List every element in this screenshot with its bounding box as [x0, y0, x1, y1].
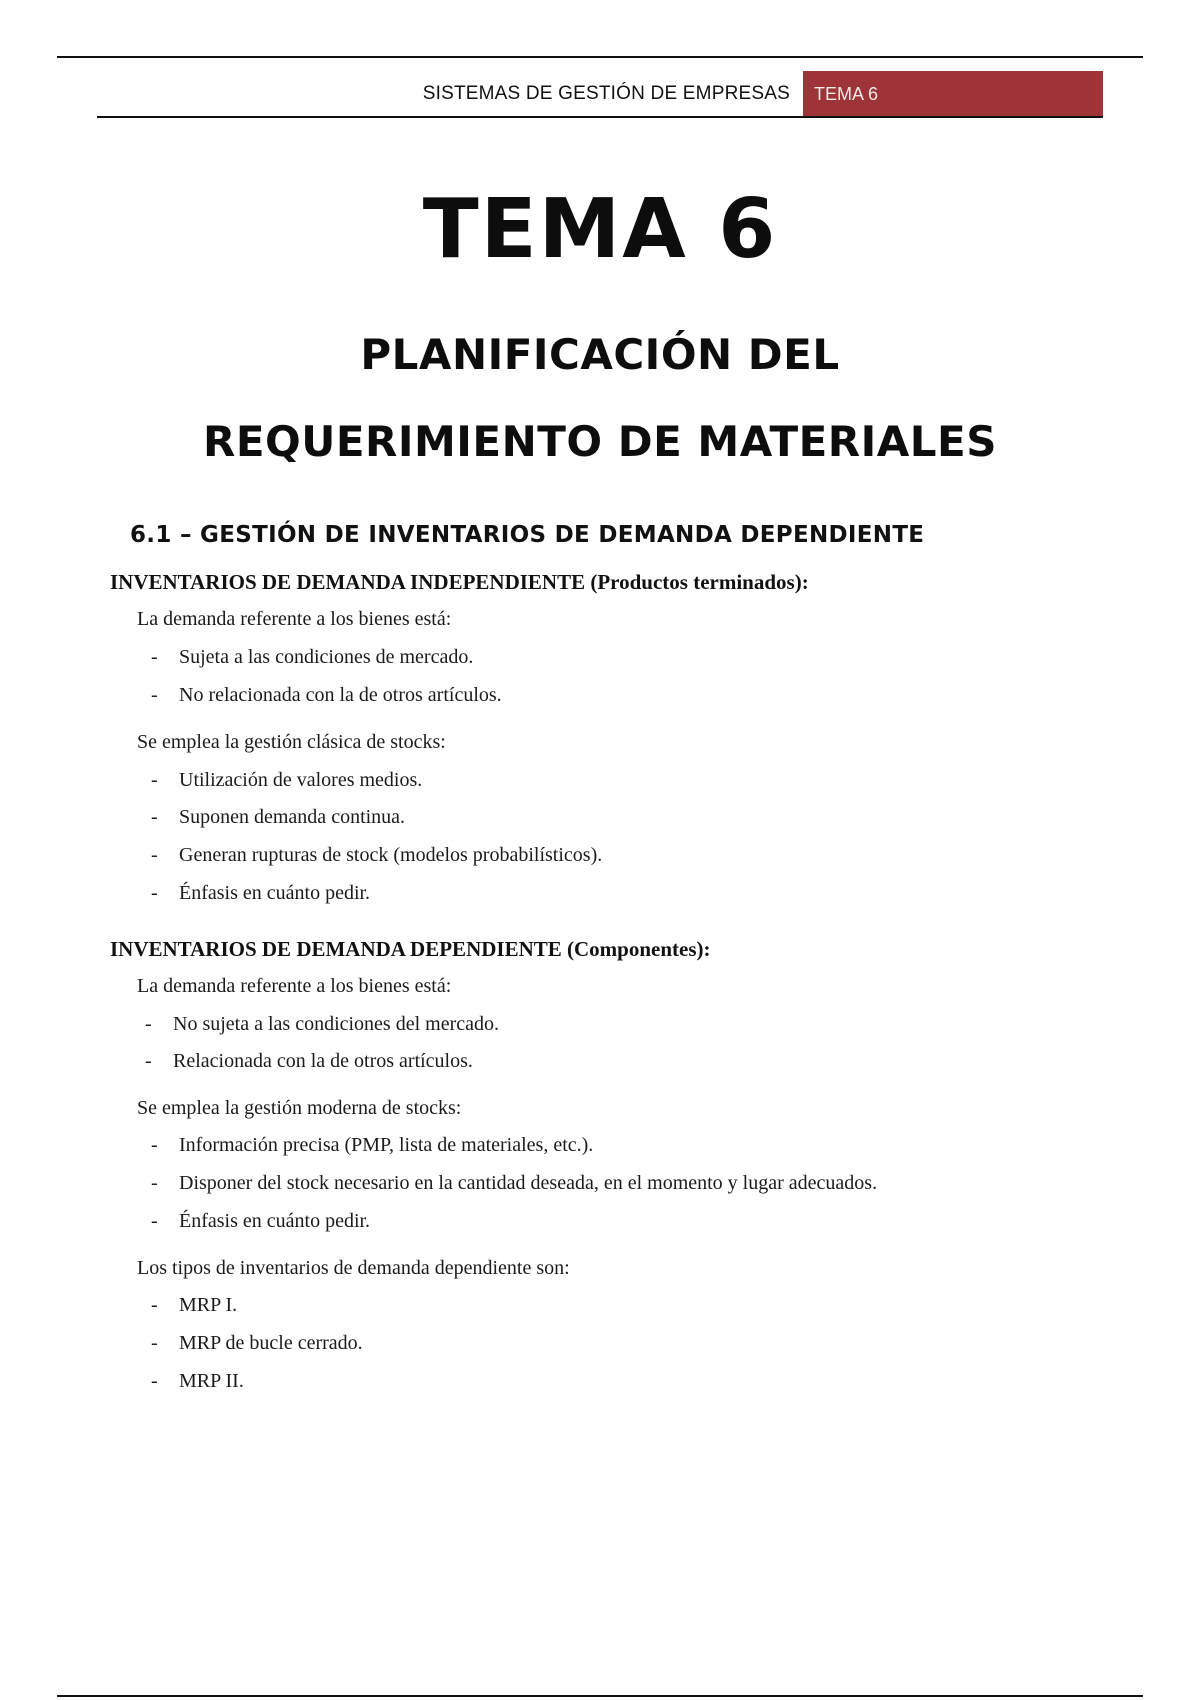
independent-demand-intro: La demanda referente a los bienes está: — [137, 608, 452, 630]
independent-management-intro: Se emplea la gestión clásica de stocks: — [137, 731, 446, 753]
list-item-text: Énfasis en cuánto pedir. — [179, 1210, 371, 1232]
list-item-text: Suponen demanda continua. — [179, 806, 406, 828]
bullet-dash: - — [151, 1210, 158, 1232]
bullet-dash: - — [145, 1050, 152, 1072]
list-item — [151, 680, 502, 710]
footer-rule — [57, 1695, 1143, 1697]
bullet-dash: - — [151, 1294, 158, 1316]
bullet-dash: - — [151, 806, 158, 828]
list-item-text: No relacionada con la de otros artículos. — [179, 684, 502, 706]
list-item — [151, 1168, 877, 1198]
list-item-text: Utilización de valores medios. — [179, 769, 423, 791]
list-item — [151, 1206, 370, 1236]
running-header-badge: TEMA 6 — [803, 71, 1103, 117]
bullet-dash: - — [151, 684, 158, 706]
list-item — [145, 1009, 499, 1039]
bullet-dash: - — [151, 1332, 158, 1354]
list-item-text: MRP II. — [179, 1370, 244, 1392]
list-item-text: Generan rupturas de stock (modelos probabilísticos). — [179, 844, 603, 866]
list-item-text: Sujeta a las condiciones de mercado. — [179, 646, 474, 668]
list-item — [151, 802, 405, 832]
list-item — [151, 878, 370, 908]
list-item — [151, 1366, 244, 1396]
bullet-dash: - — [145, 1013, 152, 1035]
page-subtitle-line-2: REQUERIMIENTO DE MATERIALES — [203, 417, 997, 466]
list-item-text: MRP I. — [179, 1294, 238, 1316]
list-item-text: Disponer del stock necesario en la cantidad deseada, en el momento y lugar adecuados. — [179, 1172, 878, 1194]
header-top-rule — [57, 56, 1143, 58]
bullet-dash: - — [151, 844, 158, 866]
dependent-demand-intro: La demanda referente a los bienes está: — [137, 975, 452, 997]
list-item — [151, 840, 602, 870]
list-item — [151, 1130, 593, 1160]
list-item — [151, 642, 473, 672]
bullet-dash: - — [151, 769, 158, 791]
page-title: TEMA 6 — [422, 182, 778, 277]
list-item — [151, 765, 422, 795]
section-heading: 6.1 – GESTIÓN DE INVENTARIOS DE DEMANDA DEPENDIENTE — [130, 522, 925, 548]
header-underline-rule — [97, 116, 1103, 118]
list-item — [151, 1290, 237, 1320]
running-header-title: SISTEMAS DE GESTIÓN DE EMPRESAS — [422, 83, 790, 104]
independent-demand-heading: INVENTARIOS DE DEMANDA INDEPENDIENTE (Productos terminados): — [110, 570, 809, 594]
list-item — [145, 1046, 473, 1076]
bullet-dash: - — [151, 1134, 158, 1156]
page-subtitle-line-1: PLANIFICACIÓN DEL — [360, 330, 840, 379]
dependent-demand-heading: INVENTARIOS DE DEMANDA DEPENDIENTE (Componentes): — [110, 937, 711, 961]
list-item-text: No sujeta a las condiciones del mercado. — [173, 1013, 499, 1035]
list-item-text: Énfasis en cuánto pedir. — [179, 882, 371, 904]
bullet-dash: - — [151, 882, 158, 904]
bullet-dash: - — [151, 646, 158, 668]
dependent-management-intro: Se emplea la gestión moderna de stocks: — [137, 1097, 462, 1119]
list-item-text: MRP de bucle cerrado. — [179, 1332, 363, 1354]
bullet-dash: - — [151, 1370, 158, 1392]
bullet-dash: - — [151, 1172, 158, 1194]
list-item — [151, 1328, 363, 1358]
list-item-text: Información precisa (PMP, lista de materiales, etc.). — [179, 1134, 594, 1156]
dependent-types-intro: Los tipos de inventarios de demanda dependiente son: — [137, 1257, 570, 1279]
list-item-text: Relacionada con la de otros artículos. — [173, 1050, 473, 1072]
